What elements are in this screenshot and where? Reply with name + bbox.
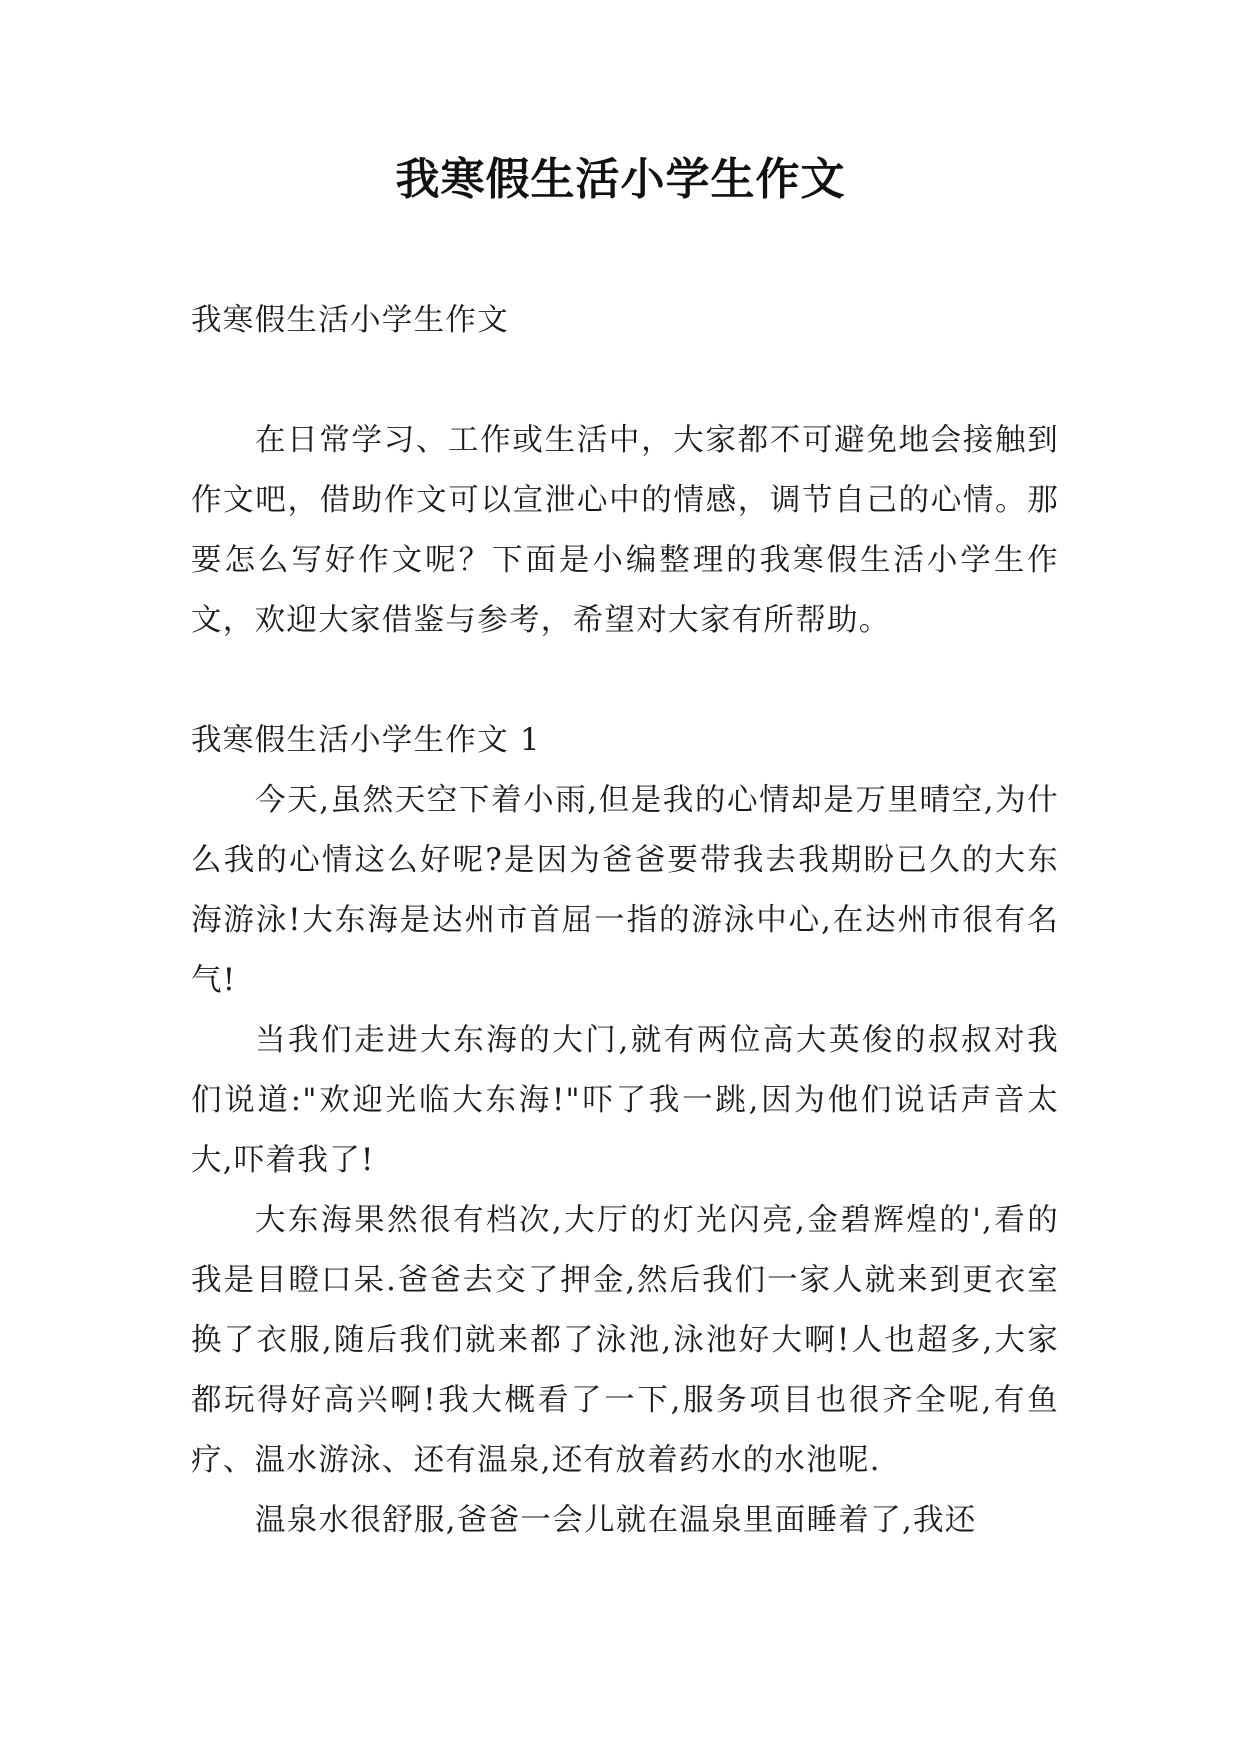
section-title: 我寒假生活小学生作文 1 — [191, 723, 541, 758]
body-paragraph: 当我们走进大东海的大门,就有两位高大英俊的叔叔对我们说道:"欢迎光临大东海!"吓了我一跳,因为他们说话声音太大,吓着我了! — [191, 1023, 1059, 1178]
spacer — [191, 351, 1059, 411]
document-body — [191, 291, 1059, 1551]
body-paragraph: 今天,虽然天空下着小雨,但是我的心情却是万里晴空,为什么我的心情这么好呢?是因为爸爸要带我去我期盼已久的大东海游泳!大东海是达州市首屈一指的游泳中心,在达州市很有名气! — [191, 783, 1059, 998]
body-paragraph: 大东海果然很有档次,大厅的灯光闪亮,金碧辉煌的',看的我是目瞪口呆.爸爸去交了押金,然后我们一家人就来到更衣室换了衣服,随后我们就来都了泳池,泳池好大啊!人也超多,大家都玩得好高兴啊!我大概看了一下,服务项目也很齐全呢,有鱼疗、温水游泳、还有温泉,还有放着药水的水池呢. — [191, 1203, 1059, 1478]
document-subtitle: 我寒假生活小学生作文 — [191, 303, 509, 338]
spacer — [191, 651, 1059, 711]
body-paragraph: 温泉水很舒服,爸爸一会儿就在温泉里面睡着了,我还 — [255, 1503, 977, 1538]
document-title: 我寒假生活小学生作文 — [395, 154, 846, 205]
intro-paragraph: 在日常学习、工作或生活中，大家都不可避免地会接触到作文吧，借助作文可以宣泄心中的情感，调节自己的心情。那要怎么写好作文呢？下面是小编整理的我寒假生活小学生作文，欢迎大家借鉴与参考，希望对大家有所帮助。 — [191, 423, 1059, 638]
